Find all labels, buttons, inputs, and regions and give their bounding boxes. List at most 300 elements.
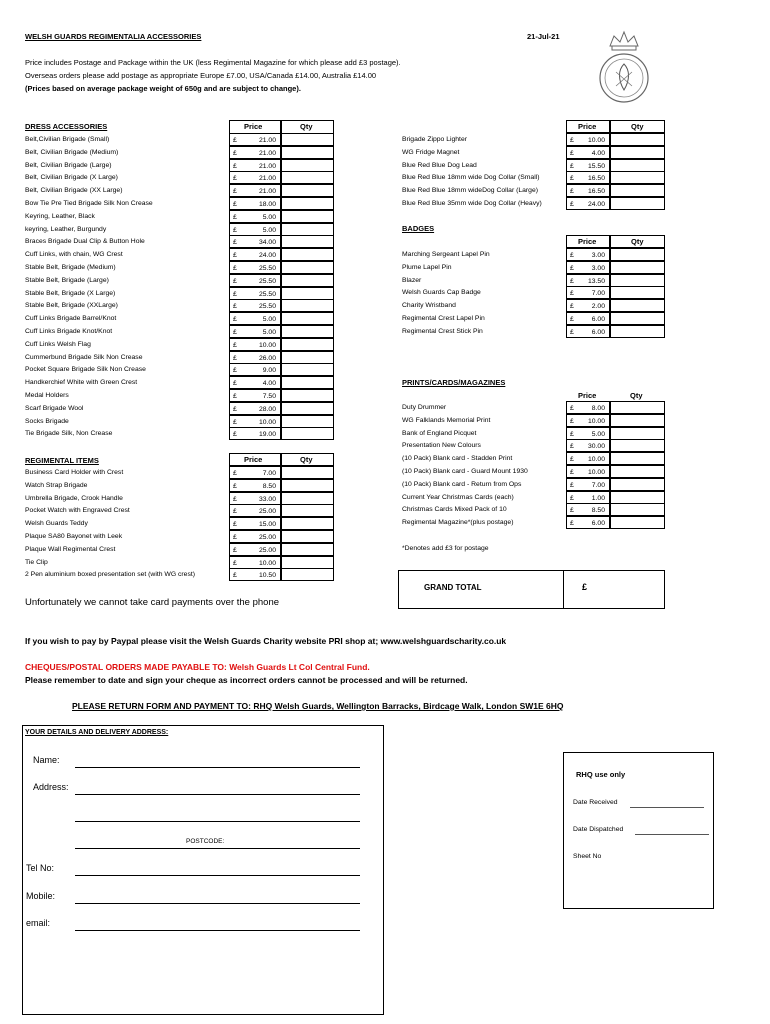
- price-column-label: Price: [244, 455, 263, 464]
- qty-input-cell[interactable]: [610, 197, 665, 210]
- page-title: WELSH GUARDS REGIMENTALIA ACCESSORIES: [25, 32, 202, 41]
- rhq-heading: RHQ use only: [576, 770, 626, 779]
- item-row: [25, 338, 334, 351]
- item-name: Christmas Cards Mixed Pack of 10: [402, 506, 507, 514]
- item-row: [25, 543, 334, 556]
- price-cell: [566, 503, 610, 516]
- currency-symbol: £: [570, 328, 574, 336]
- qty-input-cell[interactable]: [281, 556, 334, 569]
- price-column-label: Price: [244, 122, 263, 131]
- price-cell: [566, 491, 610, 504]
- item-name: Handkerchief White with Green Crest: [25, 379, 138, 387]
- qty-input-cell[interactable]: [281, 568, 334, 581]
- price-cell: [229, 299, 281, 312]
- item-name: Current Year Christmas Cards (each): [402, 493, 514, 501]
- currency-symbol: £: [570, 316, 574, 323]
- qty-column-label: Qty: [631, 122, 644, 131]
- item-row: [402, 427, 665, 440]
- email-label: email:: [26, 918, 51, 928]
- badges-price-header: [566, 235, 610, 248]
- qty-input-cell[interactable]: [610, 274, 665, 287]
- price-cell: [229, 274, 281, 287]
- qty-input-cell[interactable]: [281, 274, 334, 287]
- qty-input-cell[interactable]: [610, 491, 665, 504]
- item-price: 7.00: [262, 470, 276, 477]
- address-field-2[interactable]: [75, 821, 360, 822]
- item-price: 10.00: [587, 417, 605, 425]
- currency-symbol: £: [233, 303, 237, 311]
- item-price: 7.00: [591, 481, 605, 489]
- price-cell: [229, 146, 281, 159]
- right-price-header: [566, 120, 610, 133]
- rhq-use-box: [563, 752, 714, 909]
- item-row: [25, 517, 334, 530]
- currency-symbol: £: [233, 405, 237, 413]
- item-name: 2 Pen aluminium boxed presentation set (with WG crest): [25, 571, 195, 579]
- item-name: (10 Pack) Blank card - Stadden Print: [402, 455, 513, 463]
- item-price: 26.00: [258, 354, 276, 362]
- currency-symbol: £: [233, 521, 237, 529]
- price-cell: [229, 402, 281, 415]
- postage-footnote: *Denotes add £3 for postage: [402, 545, 489, 552]
- item-name: Umbrella Brigade, Crook Handle: [25, 494, 123, 502]
- price-cell: [229, 197, 281, 210]
- item-name: Blue Red Blue 18mm wide Dog Collar (Small): [402, 174, 540, 182]
- qty-input-cell[interactable]: [281, 223, 334, 236]
- qty-input-cell[interactable]: [610, 478, 665, 491]
- item-price: 10.00: [258, 341, 276, 349]
- currency-symbol: £: [233, 265, 237, 272]
- item-price: 21.00: [258, 137, 276, 144]
- item-name: Belt,Civilian Brigade (Small): [25, 136, 110, 143]
- grand-total-label: GRAND TOTAL: [424, 583, 482, 592]
- item-name: Welsh Guards Cap Badge: [402, 289, 481, 297]
- postcode-label: POSTCODE:: [186, 838, 225, 845]
- qty-input-cell[interactable]: [281, 504, 334, 517]
- item-row: [25, 274, 334, 287]
- item-name: Scarf Brigade Wool: [25, 404, 84, 412]
- qty-input-cell[interactable]: [281, 146, 334, 159]
- qty-input-cell[interactable]: [281, 530, 334, 543]
- item-price: 5.00: [591, 430, 605, 438]
- currency-symbol: £: [570, 137, 574, 144]
- qty-input-cell[interactable]: [281, 338, 334, 351]
- currency-symbol: £: [570, 175, 574, 183]
- qty-input-cell[interactable]: [610, 159, 665, 172]
- qty-input-cell[interactable]: [610, 452, 665, 465]
- price-cell: [566, 401, 610, 414]
- item-price: 24.00: [258, 252, 276, 260]
- item-row: [25, 133, 334, 146]
- item-name: Marching Sergeant Lapel Pin: [402, 251, 490, 258]
- price-cell: [229, 466, 281, 479]
- item-price: 5.00: [262, 316, 276, 324]
- item-price: 5.00: [262, 329, 276, 336]
- price-cell: [229, 287, 281, 300]
- item-row: [402, 516, 665, 529]
- currency-symbol: £: [233, 175, 237, 183]
- regimental-crest-logo: [596, 28, 652, 108]
- date-dispatched-field[interactable]: [635, 834, 709, 835]
- qty-input-cell[interactable]: [610, 439, 665, 452]
- item-row: [25, 376, 334, 389]
- qty-column-label: Qty: [300, 122, 313, 131]
- currency-symbol: £: [570, 481, 574, 489]
- item-price: 25.50: [258, 303, 276, 311]
- currency-symbol: £: [233, 213, 237, 221]
- qty-input-cell[interactable]: [610, 133, 665, 146]
- currency-symbol: £: [570, 264, 574, 272]
- item-name: Charity Wristband: [402, 302, 456, 310]
- qty-input-cell[interactable]: [610, 248, 665, 261]
- item-price: 19.00: [258, 431, 276, 439]
- item-row: [402, 401, 665, 414]
- currency-symbol: £: [233, 380, 237, 388]
- item-name: Plaque SA80 Bayonet with Leek: [25, 533, 123, 540]
- price-cell: [229, 223, 281, 236]
- item-row: [25, 530, 334, 543]
- right-qty-header: [610, 120, 665, 133]
- price-cell: [229, 363, 281, 376]
- price-cell: [566, 439, 610, 452]
- currency-symbol: £: [233, 482, 237, 490]
- qty-input-cell[interactable]: [281, 492, 334, 505]
- price-column-label: Price: [578, 122, 597, 131]
- item-price: 8.50: [591, 507, 605, 515]
- item-row: [402, 286, 665, 299]
- currency-symbol: £: [233, 508, 237, 516]
- qty-input-cell[interactable]: [281, 517, 334, 530]
- currency-symbol: £: [570, 277, 574, 285]
- item-name: WG Falklands Memorial Print: [402, 416, 491, 424]
- currency-symbol: £: [233, 559, 237, 567]
- currency-symbol: £: [570, 252, 574, 259]
- qty-input-cell[interactable]: [281, 312, 334, 325]
- dress-accessories-heading: DRESS ACCESSORIES: [25, 122, 108, 131]
- currency-symbol: £: [570, 405, 574, 412]
- grand-total-field[interactable]: [563, 570, 665, 609]
- grand-total-currency: £: [582, 582, 588, 592]
- qty-input-cell[interactable]: [281, 479, 334, 492]
- item-name: Belt, Civilian Brigade (XX Large): [25, 187, 123, 195]
- postage-note-1: Price includes Postage and Package within the UK (less Regimental Magazine for which please add £3 postage).: [25, 58, 401, 67]
- item-name: Stable Belt, Brigade (X Large): [25, 289, 116, 297]
- item-name: Welsh Guards Teddy: [25, 520, 88, 528]
- item-name: Bank of England Picquet: [402, 429, 477, 437]
- currency-symbol: £: [233, 226, 237, 234]
- regimental-price-header: [229, 453, 281, 466]
- item-price: 3.00: [591, 264, 605, 272]
- price-cell: [566, 427, 610, 440]
- item-name: Cummerbund Brigade Silk Non Crease: [25, 353, 143, 361]
- item-price: 10.00: [587, 469, 605, 476]
- item-price: 25.50: [258, 265, 276, 272]
- item-row: [25, 184, 334, 197]
- qty-input-cell[interactable]: [610, 401, 665, 414]
- item-row: [25, 248, 334, 261]
- badges-qty-header: [610, 235, 665, 248]
- item-price: 3.00: [591, 252, 605, 259]
- qty-input-cell[interactable]: [281, 415, 334, 428]
- item-name: Socks Brigade: [25, 417, 69, 425]
- item-price: 28.00: [258, 405, 276, 413]
- item-name: Regimental Magazine*(plus postage): [402, 519, 514, 527]
- qty-input-cell[interactable]: [281, 466, 334, 479]
- item-price: 4.00: [262, 380, 276, 388]
- price-cell: [566, 478, 610, 491]
- item-name: (10 Pack) Blank card - Guard Mount 1930: [402, 468, 528, 475]
- currency-symbol: £: [233, 162, 237, 170]
- item-row: [402, 146, 665, 159]
- qty-input-cell[interactable]: [610, 286, 665, 299]
- price-cell: [229, 248, 281, 261]
- currency-symbol: £: [233, 316, 237, 324]
- qty-input-cell[interactable]: [610, 184, 665, 197]
- regimental-qty-header: [281, 453, 334, 466]
- item-row: [25, 299, 334, 312]
- item-name: Stable Belt, Brigade (Medium): [25, 264, 116, 271]
- qty-input-cell[interactable]: [281, 351, 334, 364]
- address-label: Address:: [33, 782, 69, 792]
- price-cell: [566, 146, 610, 159]
- price-cell: [566, 184, 610, 197]
- prints-qty-label: Qty: [630, 391, 643, 400]
- qty-input-cell[interactable]: [281, 133, 334, 146]
- price-cell: [566, 197, 610, 210]
- tel-label: Tel No:: [26, 863, 55, 873]
- price-cell: [566, 286, 610, 299]
- item-name: Plume Lapel Pin: [402, 263, 452, 271]
- item-row: [25, 351, 334, 364]
- postage-note-2: Overseas orders please add postage as appropriate Europe £7.00, USA/Canada £14.00, Australia £14.00: [25, 71, 377, 80]
- item-name: Regimental Crest Lapel Pin: [402, 315, 485, 322]
- name-label: Name:: [33, 755, 60, 765]
- currency-symbol: £: [233, 418, 237, 426]
- qty-input-cell[interactable]: [610, 312, 665, 325]
- qty-input-cell[interactable]: [281, 159, 334, 172]
- item-price: 7.00: [591, 290, 605, 298]
- item-price: 16.50: [587, 175, 605, 183]
- item-name: Cuff Links Brigade Knot/Knot: [25, 328, 113, 335]
- item-price: 21.00: [258, 188, 276, 196]
- mobile-label: Mobile:: [26, 891, 56, 901]
- delivery-details-box: [22, 725, 384, 1015]
- postcode-field[interactable]: [75, 848, 360, 849]
- currency-symbol: £: [570, 520, 574, 528]
- item-name: Blazer: [402, 276, 422, 284]
- item-price: 25.00: [258, 546, 276, 554]
- item-row: [25, 492, 334, 505]
- badges-heading: BADGES: [402, 224, 435, 233]
- currency-symbol: £: [570, 456, 574, 464]
- qty-input-cell[interactable]: [610, 171, 665, 184]
- item-row: [25, 504, 334, 517]
- item-name: Tie Brigade Silk, Non Crease: [25, 430, 113, 438]
- name-field[interactable]: [75, 767, 360, 768]
- price-cell: [229, 376, 281, 389]
- currency-symbol: £: [233, 239, 237, 247]
- price-cell: [566, 274, 610, 287]
- item-price: 7.50: [262, 393, 276, 400]
- price-cell: [229, 504, 281, 517]
- item-row: [25, 223, 334, 236]
- item-row: [402, 465, 665, 478]
- item-row: [402, 274, 665, 287]
- qty-input-cell[interactable]: [281, 210, 334, 223]
- qty-input-cell[interactable]: [281, 171, 334, 184]
- item-price: 4.00: [591, 149, 605, 157]
- item-row: [25, 287, 334, 300]
- price-cell: [566, 299, 610, 312]
- currency-symbol: £: [570, 507, 574, 515]
- price-cell: [566, 248, 610, 261]
- grand-total-box: [398, 570, 665, 609]
- item-price: 25.00: [258, 508, 276, 516]
- item-name: WG Fridge Magnet: [402, 148, 460, 156]
- price-cell: [566, 516, 610, 529]
- item-name: Plaque Wall Regimental Crest: [25, 545, 116, 553]
- item-price: 8.50: [262, 482, 276, 490]
- qty-input-cell[interactable]: [281, 363, 334, 376]
- qty-input-cell[interactable]: [281, 402, 334, 415]
- qty-input-cell[interactable]: [610, 146, 665, 159]
- date-received-field[interactable]: [630, 807, 704, 808]
- item-name: (10 Pack) Blank card - Return from Ops: [402, 480, 522, 488]
- item-name: Pocket Watch with Engraved Crest: [25, 507, 130, 515]
- price-cell: [566, 465, 610, 478]
- item-price: 21.00: [258, 175, 276, 183]
- currency-symbol: £: [233, 495, 237, 503]
- currency-symbol: £: [233, 341, 237, 349]
- item-row: [402, 439, 665, 452]
- date-dispatched-label: Date Dispatched: [573, 826, 624, 833]
- item-name: Cuff Links, with chain, WG Crest: [25, 251, 123, 259]
- email-field[interactable]: [75, 930, 360, 931]
- qty-input-cell[interactable]: [281, 325, 334, 338]
- currency-symbol: £: [233, 188, 237, 196]
- qty-column-label: Qty: [300, 455, 313, 464]
- item-row: [402, 171, 665, 184]
- currency-symbol: £: [233, 277, 237, 285]
- item-row: [402, 197, 665, 210]
- item-price: 10.00: [258, 418, 276, 426]
- item-row: [402, 248, 665, 261]
- item-price: 16.50: [587, 188, 605, 196]
- price-cell: [229, 171, 281, 184]
- price-cell: [229, 235, 281, 248]
- price-cell: [566, 171, 610, 184]
- qty-input-cell[interactable]: [610, 465, 665, 478]
- mobile-field[interactable]: [75, 903, 360, 904]
- address-field-1[interactable]: [75, 794, 360, 795]
- item-name: Belt, Civilian Brigade (Medium): [25, 148, 119, 156]
- details-heading: YOUR DETAILS AND DELIVERY ADDRESS:: [25, 729, 169, 736]
- item-price: 1.00: [591, 494, 605, 502]
- qty-input-cell[interactable]: [610, 516, 665, 529]
- item-price: 21.00: [258, 149, 276, 157]
- qty-input-cell[interactable]: [610, 325, 665, 338]
- currency-symbol: £: [233, 290, 237, 298]
- item-row: [402, 312, 665, 325]
- item-price: 10.50: [258, 572, 276, 580]
- item-name: Blue Red Blue Dog Lead: [402, 161, 477, 169]
- currency-symbol: £: [233, 137, 237, 144]
- item-price: 6.00: [591, 520, 605, 528]
- price-cell: [229, 312, 281, 325]
- item-row: [25, 325, 334, 338]
- price-cell: [229, 492, 281, 505]
- item-price: 15.00: [258, 521, 276, 529]
- item-price: 5.00: [262, 226, 276, 234]
- qty-input-cell[interactable]: [281, 376, 334, 389]
- item-price: 18.00: [258, 201, 276, 208]
- qty-input-cell[interactable]: [610, 299, 665, 312]
- qty-input-cell[interactable]: [281, 287, 334, 300]
- qty-input-cell[interactable]: [281, 235, 334, 248]
- qty-input-cell[interactable]: [281, 261, 334, 274]
- date-received-label: Date Received: [573, 799, 618, 806]
- price-cell: [566, 159, 610, 172]
- item-name: Presentation New Colours: [402, 442, 481, 450]
- currency-symbol: £: [233, 572, 237, 580]
- item-row: [402, 478, 665, 491]
- price-cell: [229, 543, 281, 556]
- qty-input-cell[interactable]: [610, 414, 665, 427]
- currency-symbol: £: [570, 201, 574, 208]
- qty-input-cell[interactable]: [610, 261, 665, 274]
- currency-symbol: £: [233, 329, 237, 336]
- price-cell: [229, 338, 281, 351]
- item-row: [402, 491, 665, 504]
- price-cell: [229, 261, 281, 274]
- qty-input-cell[interactable]: [610, 427, 665, 440]
- item-name: Blue Red Blue 18mm wideDog Collar (Large): [402, 187, 539, 195]
- qty-input-cell[interactable]: [281, 197, 334, 210]
- cheque-payable-note: CHEQUES/POSTAL ORDERS MADE PAYABLE TO: Welsh Guards Lt Col Central Fund.: [25, 662, 370, 672]
- item-price: 21.00: [258, 162, 276, 170]
- postage-note-3: (Prices based on average package weight of 650g and are subject to change).: [25, 84, 301, 93]
- qty-input-cell[interactable]: [281, 427, 334, 440]
- currency-symbol: £: [233, 367, 237, 375]
- qty-input-cell[interactable]: [281, 543, 334, 556]
- item-row: [402, 159, 665, 172]
- item-row: [25, 171, 334, 184]
- item-name: Belt, Civilian Brigade (Large): [25, 161, 112, 169]
- qty-input-cell[interactable]: [281, 184, 334, 197]
- qty-input-cell[interactable]: [281, 299, 334, 312]
- tel-field[interactable]: [75, 875, 360, 876]
- item-name: Cuff Links Brigade Barrel/Knot: [25, 315, 117, 323]
- item-price: 10.00: [258, 559, 276, 567]
- price-cell: [566, 325, 610, 338]
- qty-input-cell[interactable]: [281, 248, 334, 261]
- currency-symbol: £: [570, 162, 574, 170]
- item-price: 8.00: [591, 405, 605, 412]
- qty-column-label: Qty: [631, 237, 644, 246]
- currency-symbol: £: [233, 201, 237, 208]
- currency-symbol: £: [233, 546, 237, 554]
- qty-input-cell[interactable]: [610, 503, 665, 516]
- item-name: Cuff Links Welsh Flag: [25, 340, 91, 348]
- item-price: 9.00: [262, 367, 276, 375]
- price-cell: [229, 325, 281, 338]
- item-price: 25.00: [258, 534, 276, 541]
- item-name: Regimental Crest Stick Pin: [402, 327, 483, 335]
- qty-input-cell[interactable]: [281, 389, 334, 402]
- item-name: Duty Drummer: [402, 404, 447, 411]
- price-cell: [566, 312, 610, 325]
- item-price: 6.00: [591, 328, 605, 336]
